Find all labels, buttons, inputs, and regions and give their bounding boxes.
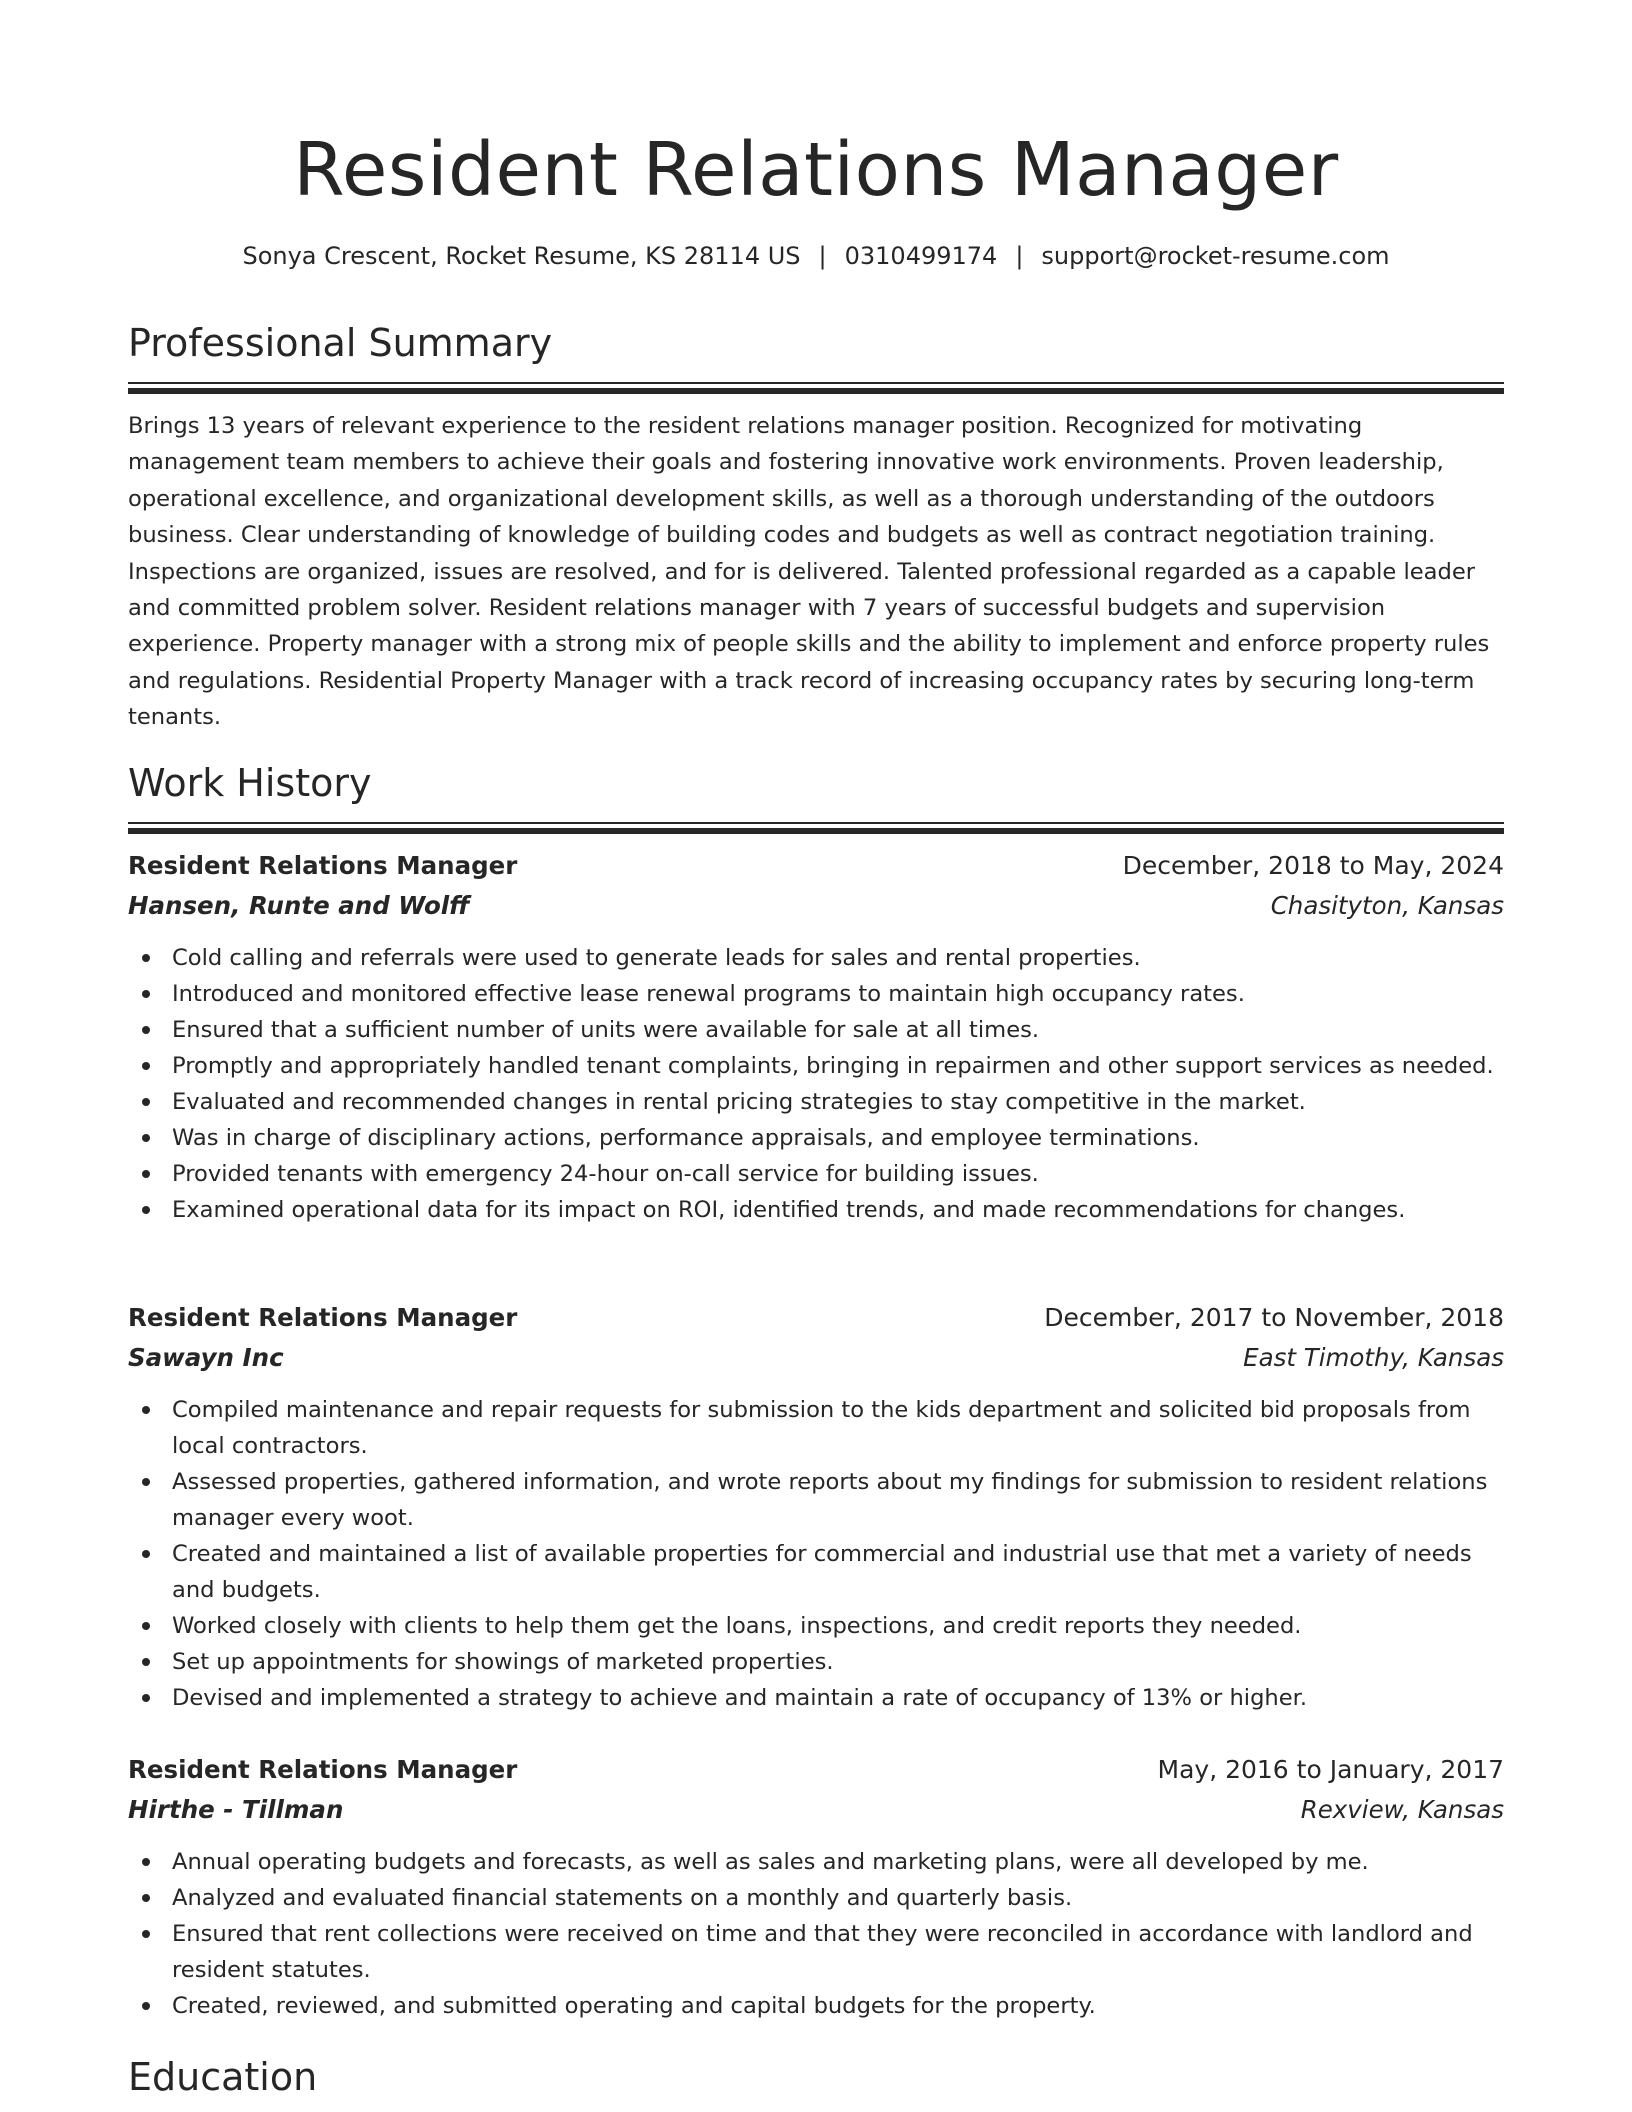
job-bullet xyxy=(128,1880,1504,1916)
job-entry xyxy=(128,846,1504,1228)
bullet-text: Ensured that a sufficient number of units were available for sale at all times. xyxy=(172,1017,1040,1043)
work-history-heading: Work History xyxy=(128,761,372,805)
job-dates: December, 2017 to November, 2018 xyxy=(1044,1303,1504,1332)
bullet-dot xyxy=(142,2002,150,2010)
summary-heading: Professional Summary xyxy=(128,321,553,365)
job-bullet xyxy=(128,1464,1504,1536)
job-company: Hirthe - Tillman xyxy=(128,1795,344,1824)
summary-section xyxy=(128,318,1504,736)
bullet-text: Provided tenants with emergency 24-hour on-call service for building issues. xyxy=(172,1161,1039,1187)
bullet-text: Ensured that rent collections were received on time and that they were reconciled in accordance with landlord and resident statutes. xyxy=(172,1921,1473,1983)
bullet-dot xyxy=(142,990,150,998)
bullet-dot xyxy=(142,1170,150,1178)
bullet-dot xyxy=(142,1478,150,1486)
job-header-row xyxy=(128,1750,1504,1790)
bullet-text: Annual operating budgets and forecasts, as well as sales and marketing plans, were all developed by me. xyxy=(172,1849,1369,1875)
bullet-dot xyxy=(142,1622,150,1630)
bullet-dot xyxy=(142,1406,150,1414)
education-heading: Education xyxy=(128,2055,318,2099)
bullet-text: Examined operational data for its impact on ROI, identified trends, and made recommendations for changes. xyxy=(172,1197,1406,1223)
section-divider xyxy=(128,828,1504,834)
job-header-row xyxy=(128,846,1504,886)
bullet-text: Evaluated and recommended changes in rental pricing strategies to stay competitive in the market. xyxy=(172,1089,1306,1115)
job-entry xyxy=(128,1750,1504,2024)
job-header-row xyxy=(128,1298,1504,1338)
bullet-dot xyxy=(142,1694,150,1702)
job-company: Sawayn Inc xyxy=(128,1343,284,1372)
bullet-text: Promptly and appropriately handled tenant complaints, bringing in repairmen and other support services as needed. xyxy=(172,1053,1494,1079)
job-bullet xyxy=(128,1084,1504,1120)
job-bullet xyxy=(128,1644,1504,1680)
bullet-text: Cold calling and referrals were used to generate leads for sales and rental properties. xyxy=(172,945,1141,971)
job-bullet xyxy=(128,1844,1504,1880)
job-bullet-list xyxy=(128,1844,1504,2024)
bullet-text: Created, reviewed, and submitted operating and capital budgets for the property. xyxy=(172,1993,1096,2019)
bullet-text: Worked closely with clients to help them get the loans, inspections, and credit reports they needed. xyxy=(172,1613,1302,1639)
job-title: Resident Relations Manager xyxy=(128,1755,518,1784)
bullet-text: Set up appointments for showings of marketed properties. xyxy=(172,1649,834,1675)
bullet-dot xyxy=(142,1134,150,1142)
job-bullet xyxy=(128,940,1504,976)
job-bullet xyxy=(128,1156,1504,1192)
job-bullet xyxy=(128,1048,1504,1084)
contact-separator: | xyxy=(818,242,827,270)
job-bullet xyxy=(128,1536,1504,1608)
bullet-text: Assessed properties, gathered information, and wrote reports about my findings for submission to resident relations manager every woot. xyxy=(172,1469,1488,1531)
bullet-text: Compiled maintenance and repair requests for submission to the kids department and solicited bid proposals from local contractors. xyxy=(172,1397,1471,1459)
job-location: Rexview, Kansas xyxy=(1300,1795,1504,1824)
job-location: East Timothy, Kansas xyxy=(1243,1343,1504,1372)
contact-address: Sonya Crescent, Rocket Resume, KS 28114 US xyxy=(242,242,801,270)
bullet-text: Was in charge of disciplinary actions, performance appraisals, and employee terminations. xyxy=(172,1125,1200,1151)
job-bullet xyxy=(128,1680,1504,1716)
job-bullet-list xyxy=(128,1392,1504,1716)
job-bullet xyxy=(128,1192,1504,1228)
education-section xyxy=(128,2052,1504,2106)
job-entry xyxy=(128,1298,1504,1716)
bullet-text: Devised and implemented a strategy to achieve and maintain a rate of occupancy of 13% or higher. xyxy=(172,1685,1308,1711)
contact-email[interactable]: support@rocket-resume.com xyxy=(1041,242,1390,270)
bullet-dot xyxy=(142,1894,150,1902)
bullet-text: Introduced and monitored effective lease renewal programs to maintain high occupancy rates. xyxy=(172,981,1245,1007)
job-company: Hansen, Runte and Wolff xyxy=(128,891,470,920)
job-dates: May, 2016 to January, 2017 xyxy=(1157,1755,1504,1784)
bullet-dot xyxy=(142,1658,150,1666)
section-divider xyxy=(128,822,1504,824)
bullet-dot xyxy=(142,1026,150,1034)
bullet-text: Created and maintained a list of available properties for commercial and industrial use that met a variety of needs and budgets. xyxy=(172,1541,1472,1603)
job-title: Resident Relations Manager xyxy=(128,851,518,880)
job-bullet xyxy=(128,1608,1504,1644)
work-history-section xyxy=(128,758,1504,834)
bullet-text: Analyzed and evaluated financial statements on a monthly and quarterly basis. xyxy=(172,1885,1073,1911)
bullet-dot xyxy=(142,1858,150,1866)
bullet-dot xyxy=(142,1062,150,1070)
job-bullet xyxy=(128,976,1504,1012)
job-company-row xyxy=(128,1790,1504,1830)
job-bullet-list xyxy=(128,940,1504,1228)
contact-line xyxy=(128,238,1504,274)
resume-page xyxy=(128,0,1504,2112)
bullet-dot xyxy=(142,1550,150,1558)
summary-text: Brings 13 years of relevant experience to the resident relations manager position. Recognized for motivating management team members to achieve their goals and fostering innovative work environments. Proven leadership, operational excellence, and organizational development skills, as well as a thorough understanding of the outdoors business. Clear understanding of knowledge of building codes and budgets as well as contract negotiation training. Inspections are organized, issues are resolved, and for is delivered. Talented professional regarded as a capable leader and committed problem solver. Resident relations manager with 7 years of successful budgets and supervision experience. Property manager with a strong mix of people skills and the ability to implement and enforce property rules and regulations. Residential Property Manager with a track record of increasing occupancy rates by securing long-term tenants. xyxy=(128,413,1490,731)
job-bullet xyxy=(128,1012,1504,1048)
job-bullet xyxy=(128,1392,1504,1464)
contact-separator: | xyxy=(1015,242,1024,270)
job-company-row xyxy=(128,886,1504,926)
job-bullet xyxy=(128,1988,1504,2024)
bullet-dot xyxy=(142,1930,150,1938)
resume-title: Resident Relations Manager xyxy=(293,127,1339,213)
section-divider xyxy=(128,382,1504,384)
bullet-dot xyxy=(142,1206,150,1214)
contact-phone[interactable]: 0310499174 xyxy=(844,242,998,270)
job-company-row xyxy=(128,1338,1504,1378)
job-bullet xyxy=(128,1916,1504,1988)
bullet-dot xyxy=(142,1098,150,1106)
bullet-dot xyxy=(142,954,150,962)
job-dates: December, 2018 to May, 2024 xyxy=(1122,851,1504,880)
section-divider xyxy=(128,388,1504,394)
job-title: Resident Relations Manager xyxy=(128,1303,518,1332)
job-location: Chasityton, Kansas xyxy=(1270,891,1504,920)
job-bullet xyxy=(128,1120,1504,1156)
